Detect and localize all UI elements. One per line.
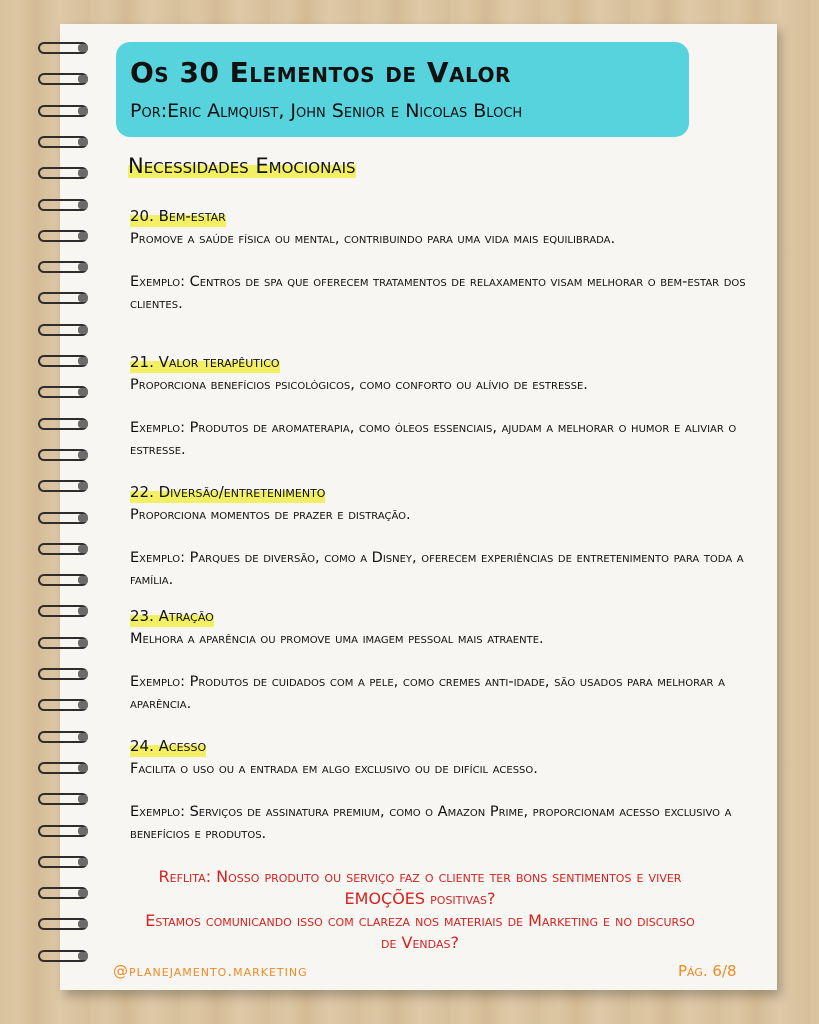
item-description: Proporciona momentos de prazer e distração. xyxy=(130,507,411,523)
binding-ring xyxy=(34,950,92,963)
reflection-note xyxy=(140,866,700,954)
binding-ring xyxy=(34,856,92,869)
binding-ring xyxy=(34,292,92,305)
binding-ring xyxy=(34,42,92,55)
binding-ring xyxy=(34,543,92,556)
binding-ring xyxy=(34,480,92,493)
item-heading: 21. Valor terapêutico xyxy=(130,353,280,371)
item-heading: 22. Diversão/entretenimento xyxy=(130,483,326,501)
spiral-binding xyxy=(34,42,94,982)
value-item xyxy=(130,351,755,461)
item-example: Exemplo: Centros de spa que oferecem tratamentos de relaxamento visam melhorar o bem-estar dos clientes. xyxy=(130,274,746,312)
binding-ring xyxy=(34,731,92,744)
reflection-line-1: Reflita: Nosso produto ou serviço faz o cliente ter bons sentimentos e viver EMOÇÕES positivas? xyxy=(158,867,682,908)
binding-ring xyxy=(34,762,92,775)
reflection-line-2: Estamos comunicando isso com clareza nos materiais de Marketing e no discurso de Vendas? xyxy=(145,911,695,952)
item-heading: 20. Bem-estar xyxy=(130,207,226,225)
binding-ring xyxy=(34,105,92,118)
item-heading: 24. Acesso xyxy=(130,737,207,755)
item-example: Exemplo: Serviços de assinatura premium, como o Amazon Prime, proporcionam acesso exclusivo a benefícios e produtos. xyxy=(130,804,732,842)
value-item xyxy=(130,735,755,845)
binding-ring xyxy=(34,73,92,86)
binding-ring xyxy=(34,668,92,681)
value-item xyxy=(130,481,755,591)
page-title: Os 30 Elementos de Valor xyxy=(130,56,511,89)
item-description: Facilita o uso ou a entrada em algo exclusivo ou de difícil acesso. xyxy=(130,761,538,777)
binding-ring xyxy=(34,637,92,650)
item-example: Exemplo: Parques de diversão, como a Disney, oferecem experiências de entretenimento para toda a família. xyxy=(130,550,744,588)
binding-ring xyxy=(34,512,92,525)
item-heading: 23. Atração xyxy=(130,607,214,625)
item-example: Exemplo: Produtos de aromaterapia, como óleos essenciais, ajudam a melhorar o humor e aliviar o estresse. xyxy=(130,420,737,458)
binding-ring xyxy=(34,449,92,462)
binding-ring xyxy=(34,418,92,431)
binding-ring xyxy=(34,355,92,368)
binding-ring xyxy=(34,887,92,900)
page-number: Pág. 6/8 xyxy=(678,962,737,980)
binding-ring xyxy=(34,324,92,337)
binding-ring xyxy=(34,167,92,180)
value-item xyxy=(130,205,755,315)
binding-ring xyxy=(34,793,92,806)
binding-ring xyxy=(34,230,92,243)
section-title-text: Necessidades Emocionais xyxy=(128,154,356,178)
item-description: Promove a saúde física ou mental, contribuindo para uma vida mais equilibrada. xyxy=(130,231,616,247)
binding-ring xyxy=(34,574,92,587)
binding-ring xyxy=(34,261,92,274)
binding-ring xyxy=(34,386,92,399)
instagram-handle: @planejamento.marketing xyxy=(113,962,308,980)
binding-ring xyxy=(34,136,92,149)
binding-ring xyxy=(34,918,92,931)
value-item xyxy=(130,605,755,715)
page-subtitle: Por:Eric Almquist, John Senior e Nicolas Bloch xyxy=(130,100,523,122)
item-description: Melhora a aparência ou promove uma imagem pessoal mais atraente. xyxy=(130,631,544,647)
section-title xyxy=(128,154,356,178)
item-description: Proporciona benefícios psicológicos, como conforto ou alívio de estresse. xyxy=(130,377,588,393)
binding-ring xyxy=(34,605,92,618)
binding-ring xyxy=(34,199,92,212)
binding-ring xyxy=(34,825,92,838)
item-example: Exemplo: Produtos de cuidados com a pele, como cremes anti-idade, são usados para melhorar a aparência. xyxy=(130,674,725,712)
binding-ring xyxy=(34,699,92,712)
